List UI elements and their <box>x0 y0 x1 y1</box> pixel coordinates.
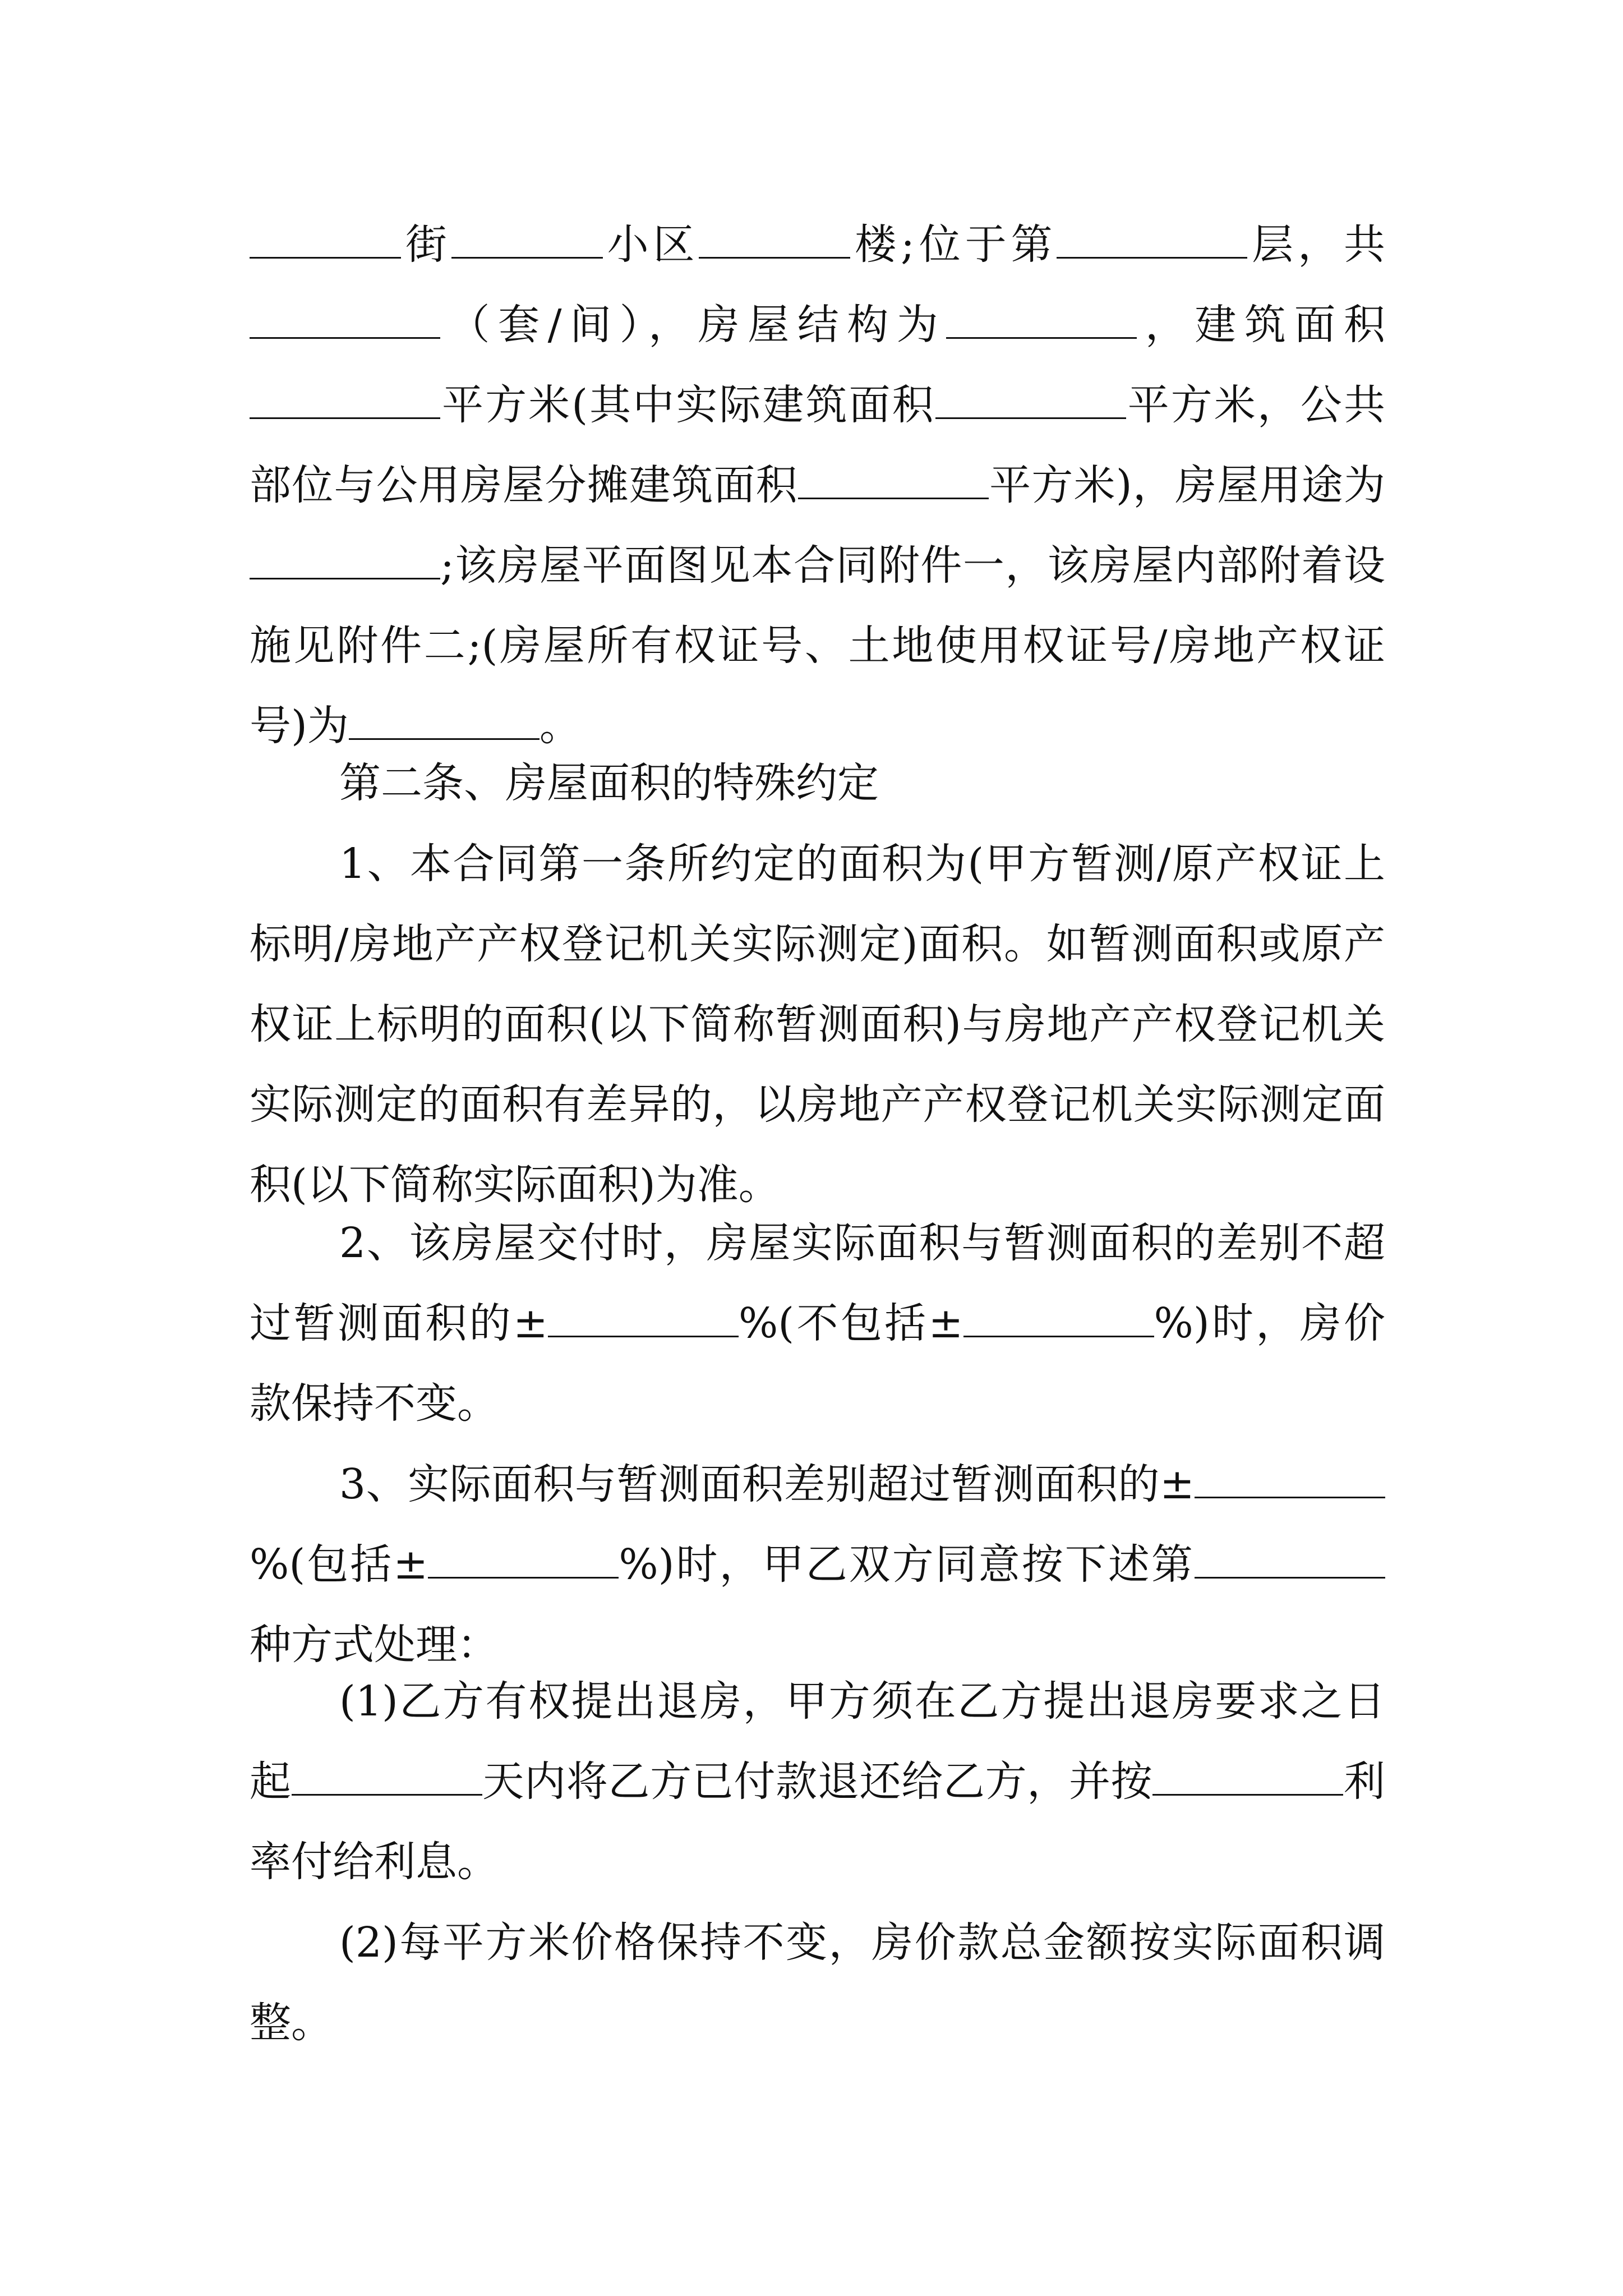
text-segment: 平方米)，房屋用途为 <box>988 461 1386 509</box>
property-description-paragraph <box>250 205 1385 766</box>
blank-line[interactable] <box>451 218 603 259</box>
blank-line[interactable] <box>798 458 989 499</box>
text-segment: ，建筑面积 <box>1137 301 1385 349</box>
blank-line[interactable] <box>935 378 1126 419</box>
clause-2-paragraph <box>250 1203 1385 1444</box>
text-segment: 2、该房屋交付时，房屋实际面积与暂测面积的差别不超过暂测面积的± <box>250 1219 1385 1347</box>
blank-line[interactable] <box>250 298 440 339</box>
text-segment: 。 <box>539 702 581 750</box>
section-heading: 第二条、房屋面积的特殊约定 <box>339 759 879 807</box>
text-segment: （套/间），房屋结构为 <box>440 301 947 349</box>
text-segment: 天内将乙方已付款退还给乙方，并按 <box>482 1757 1153 1806</box>
text-segment: 楼;位于第 <box>850 220 1057 269</box>
text-segment: 平方米(其中实际建筑面积 <box>440 381 935 429</box>
blank-line[interactable] <box>1195 1457 1385 1498</box>
blank-line[interactable] <box>699 218 850 259</box>
text-segment: 小区 <box>602 220 699 269</box>
text-segment: %(包括± <box>250 1540 428 1589</box>
blank-line[interactable] <box>963 1296 1154 1337</box>
clause-3-paragraph <box>250 1444 1385 1685</box>
text-segment: 3、实际面积与暂测面积差别超过暂测面积的± <box>339 1460 1195 1508</box>
blank-line[interactable] <box>548 1296 739 1337</box>
blank-line[interactable] <box>1152 1755 1343 1796</box>
blank-line[interactable] <box>1195 1538 1385 1579</box>
text-segment: %(不包括± <box>738 1299 963 1347</box>
blank-line[interactable] <box>946 298 1137 339</box>
clause-1-paragraph: 1、本合同第一条所约定的面积为(甲方暂测/原产权证上标明/房地产产权登记机关实际测定)面积。如暂测面积或原产权证上标明的面积(以下简称暂测面积)与房地产产权登记机关实际测定的面积有差异的，以房地产产权登记机关实际测定面积(以下简称实际面积)为准。 <box>250 840 1385 1209</box>
blank-line[interactable] <box>250 378 440 419</box>
text-segment: 层，共 <box>1247 220 1386 269</box>
blank-line[interactable] <box>1057 218 1247 259</box>
blank-line[interactable] <box>428 1538 619 1579</box>
blank-line[interactable] <box>250 539 440 579</box>
blank-line[interactable] <box>250 218 401 259</box>
blank-line[interactable] <box>349 699 540 740</box>
option-2-paragraph: (2)每平方米价格保持不变，房价款总金额按实际面积调整。 <box>250 1918 1385 2047</box>
text-segment: %)时，甲乙双方同意按下述第 <box>619 1540 1195 1589</box>
text-segment: ;该房屋平面图见本合同附件一，该房屋内部附着设施见附件二;(房屋所有权证号、土地使用权证号/房地产权证号)为 <box>250 541 1385 750</box>
text-segment: 种方式处理： <box>250 1621 499 1669</box>
text-segment: 街 <box>401 220 451 269</box>
text-segment: 平方米，公共部位与公用房屋分摊建筑面积 <box>250 381 1385 509</box>
text-segment: 利率付给利息。 <box>250 1757 1386 1886</box>
option-1-paragraph <box>250 1662 1385 1902</box>
blank-line[interactable] <box>292 1755 482 1796</box>
text-segment: %)时，房价款保持不变。 <box>250 1299 1385 1428</box>
text-segment: (1)乙方有权提出退房，甲方须在乙方提出退房要求之日起 <box>250 1677 1385 1806</box>
